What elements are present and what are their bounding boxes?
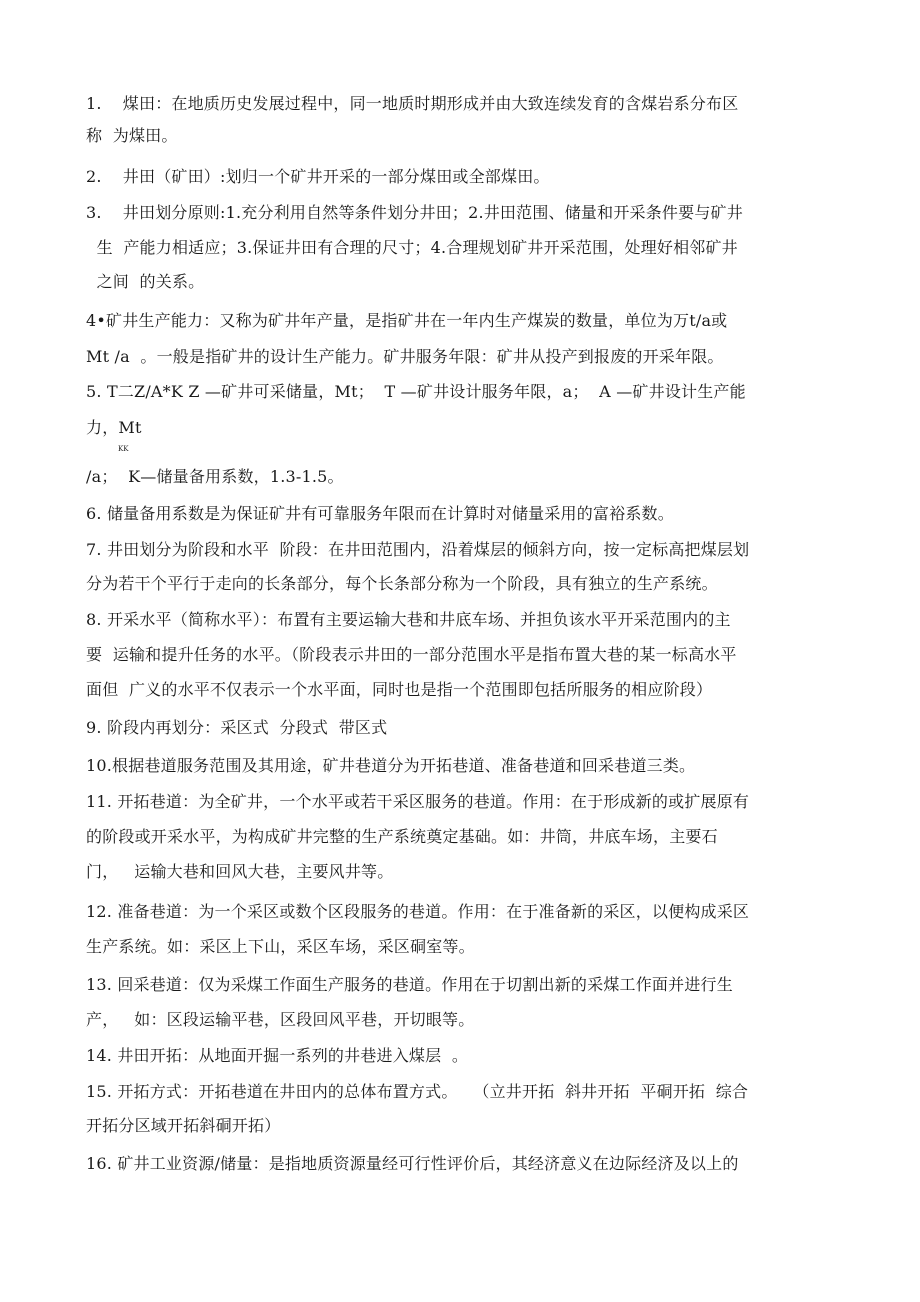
text-line-10: 力，Mt	[86, 418, 142, 437]
text-line-30: 16. 矿井工业资源/储量：是指地质资源量经可行性评价后，其经济意义在边际经济及以上的	[86, 1154, 739, 1173]
text-line-7: 4•矿井生产能力：又称为矿井年产量，是指矿井在一年内生产煤炭的数量，单位为万t/a或	[86, 311, 728, 330]
text-line-16: 要 运输和提升任务的水平。（阶段表示井田的一部分范围水平是指布置大巷的某一标高水平	[86, 645, 737, 664]
text-line-9: 5. T二Z/A*K Z —矿井可采储量，Mt； T —矿井设计服务年限，a； A —矿井设计生产能	[86, 382, 746, 401]
text-line-4: 3. 井田划分原则:1.充分利用自然等条件划分井田；2.井田范围、储量和开采条件要与矿井	[86, 203, 743, 222]
text-line-22: 门， 运输大巷和回风大巷，主要风井等。	[86, 862, 394, 881]
text-line-28: 15. 开拓方式：开拓巷道在井田内的总体布置方式。 （立井开拓 斜井开拓 平硐开拓 综合	[86, 1082, 749, 1101]
text-line-20: 11. 开拓巷道：为全矿井，一个水平或若干采区服务的巷道。作用：在于形成新的或扩展原有	[86, 792, 750, 811]
text-line-26: 产， 如：区段运输平巷，区段回风平巷，开切眼等。	[86, 1010, 475, 1029]
text-line-13: 7. 井田划分为阶段和水平 阶段：在井田范围内，沿着煤层的倾斜方向，按一定标高把煤层划	[86, 540, 750, 559]
subscript-mark: KK	[118, 445, 129, 453]
text-line-15: 8. 开采水平（简称水平）：布置有主要运输大巷和井底车场、并担负该水平开采范围内的主	[86, 610, 731, 629]
text-line-19: 10.根据巷道服务范围及其用途，矿井巷道分为开拓巷道、准备巷道和回采巷道三类。	[86, 756, 696, 775]
text-line-25: 13. 回采巷道：仅为采煤工作面生产服务的巷道。作用在于切割出新的采煤工作面并进行生	[86, 975, 733, 994]
text-line-3: 2. 井田（矿田）:划归一个矿井开采的一部分煤田或全部煤田。	[86, 167, 550, 186]
text-line-6: 之间 的关系。	[86, 272, 205, 291]
text-line-12: 6. 储量备用系数是为保证矿井有可靠服务年限而在计算时对储量采用的富裕系数。	[86, 504, 674, 523]
text-line-29: 开拓分区域开拓斜硐开拓）	[86, 1116, 281, 1135]
text-line-24: 生产系统。如：采区上下山，采区车场，采区硐室等。	[86, 937, 475, 956]
text-line-14: 分为若干个平行于走向的长条部分，每个长条部分称为一个阶段，具有独立的生产系统。	[86, 574, 718, 593]
text-line-8: Mt /a 。一般是指矿井的设计生产能力。矿井服务年限：矿井从投产到报废的开采年限。	[86, 347, 724, 366]
text-line-18: 9. 阶段内再划分：采区式 分段式 带区式	[86, 718, 388, 737]
text-line-21: 的阶段或开采水平，为构成矿井完整的生产系统奠定基础。如：井筒，井底车场，主要石	[86, 827, 718, 846]
text-line-17: 面但 广义的水平不仅表示一个水平面，同时也是指一个范围即包括所服务的相应阶段）	[86, 680, 713, 699]
text-line-27: 14. 井田开拓：从地面开掘一系列的井巷进入煤层 。	[86, 1046, 469, 1065]
text-line-1: 1. 煤田：在地质历史发展过程中，同一地质时期形成并由大致连续发育的含煤岩系分布区	[86, 94, 739, 113]
text-line-11: /a； K—储量备用系数，1.3-1.5。	[86, 467, 344, 486]
text-line-2: 称 为煤田。	[86, 126, 178, 145]
text-line-5: 生 产能力相适应；3.保证井田有合理的尺寸；4.合理规划矿井开采范围，处理好相邻矿井	[86, 238, 738, 257]
text-line-23: 12. 准备巷道：为一个采区或数个区段服务的巷道。作用：在于准备新的采区，以便构成采区	[86, 902, 750, 921]
